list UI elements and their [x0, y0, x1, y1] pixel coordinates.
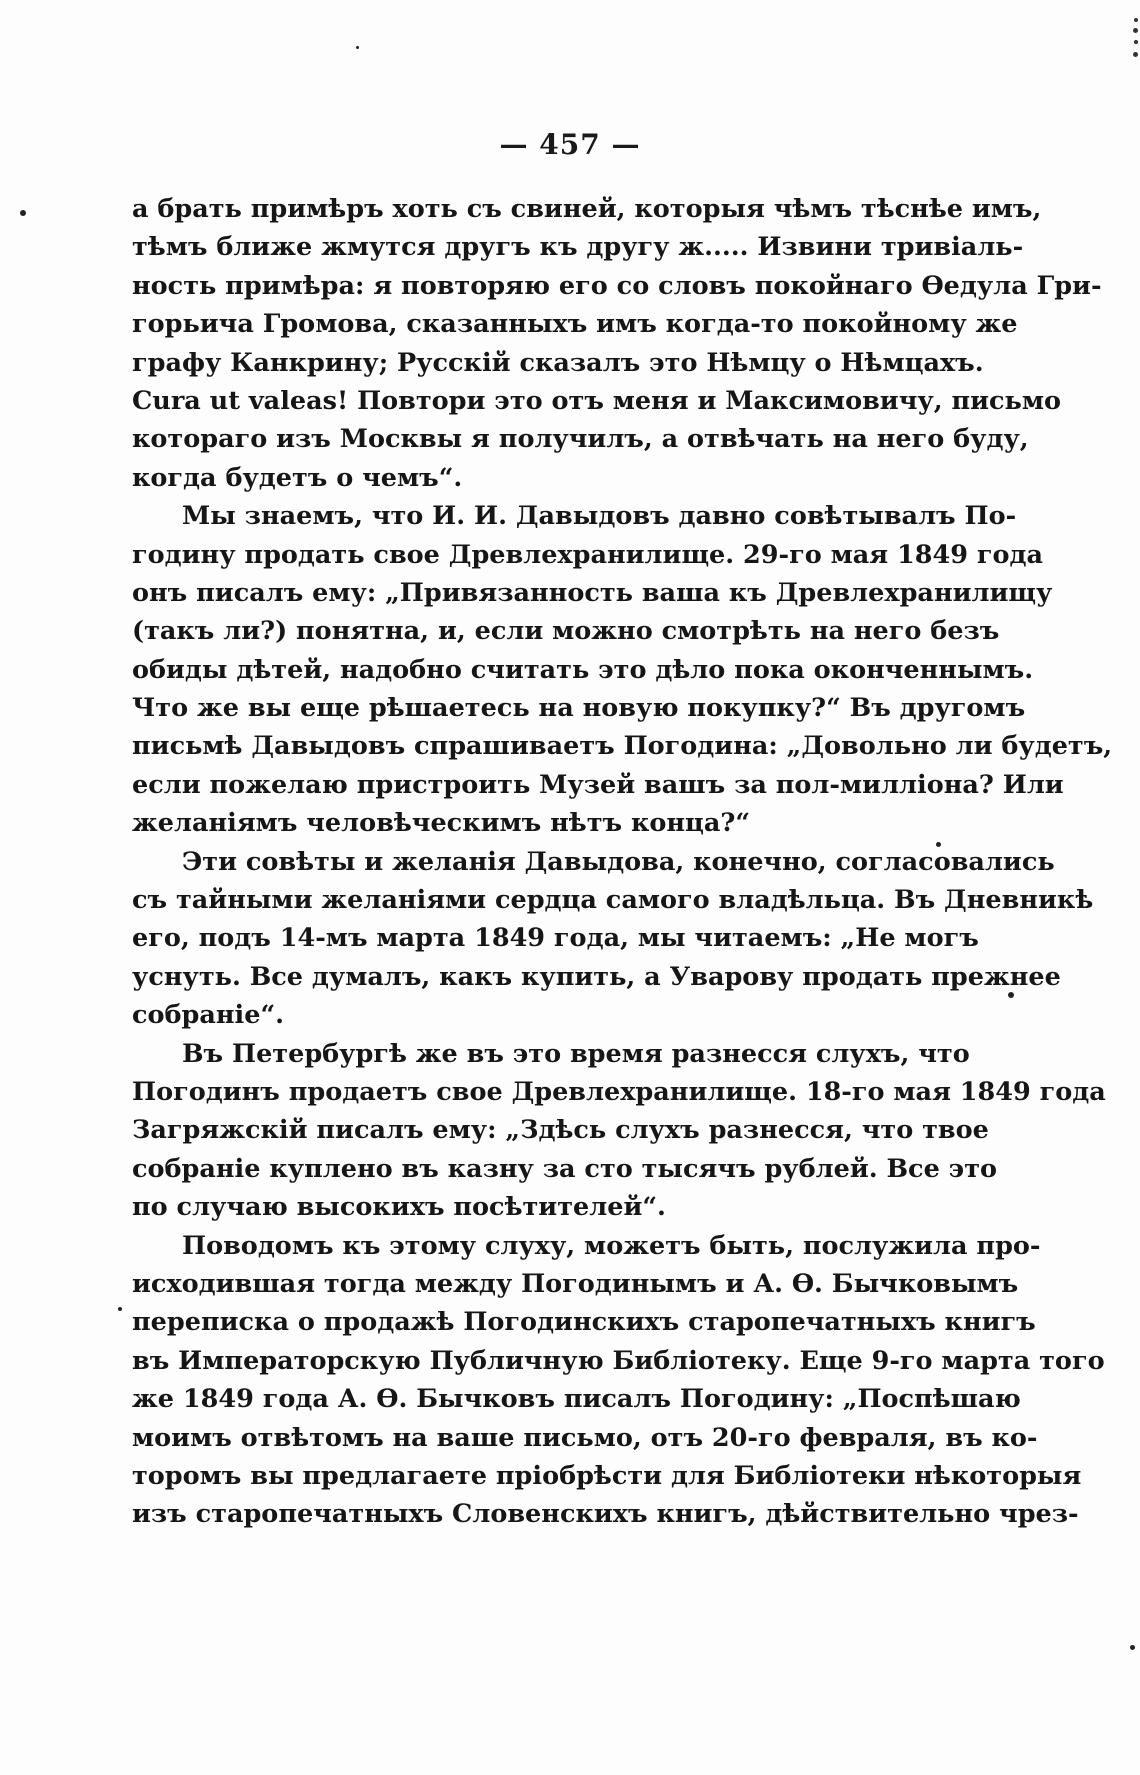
text-line: ность примѣра: я повторяю его со словъ покойнаго Ѳедула Гри- — [132, 270, 1102, 301]
text-line: онъ писалъ ему: „Привязанность ваша къ Древлехранилищу — [132, 577, 1053, 608]
text-line: а брать примѣръ хоть съ свиней, которыя чѣмъ тѣснѣе имъ, — [132, 194, 1042, 224]
ink-speck — [1130, 1645, 1135, 1650]
text-line: Cura ut valeas! Повтори это отъ меня и Максимовичу, письмо — [132, 385, 1062, 416]
text-line: обиды дѣтей, надобно считать это дѣло пока оконченнымъ. — [132, 654, 1034, 685]
text-line: Эти совѣты и желанія Давыдова, конечно, согласовались — [182, 846, 1055, 877]
text-line: собраніе“. — [132, 1000, 285, 1031]
text-line: переписка о продажѣ Погодинскихъ старопечатныхъ книгъ — [132, 1307, 1036, 1338]
text-line: Поводомъ къ этому слуху, можетъ быть, послужила про- — [182, 1230, 1041, 1261]
text-line: исходившая тогда между Погодинымъ и А. Ѳ. Бычковымъ — [132, 1268, 1019, 1299]
page-number: — 457 — — [499, 128, 641, 161]
edge-mark — [1130, 18, 1140, 64]
text-line: (такъ ли?) понятна, и, если можно смотрѣть на него безъ — [132, 616, 1000, 647]
text-line: уснуть. Все думалъ, какъ купить, а Уварову продать прежнее — [132, 961, 1061, 992]
text-line: когда будетъ о чемъ“. — [132, 462, 463, 493]
text-line: горьича Громова, сказанныхъ имъ когда-то покойному же — [132, 309, 1018, 340]
text-line: желаніямъ человѣческимъ нѣтъ конца?“ — [132, 808, 751, 839]
text-line: Что же вы еще рѣшаетесь на новую покупку?“ Въ другомъ — [132, 693, 1026, 724]
ink-speck — [118, 1307, 122, 1311]
text-line: письмѣ Давыдовъ спрашиваетъ Погодина: „Довольно ли будетъ, — [132, 731, 1113, 762]
text-line: въ Императорскую Публичную Библіотеку. Еще 9-го марта того — [132, 1345, 1105, 1376]
text-line: если пожелаю пристроить Музей вашъ за пол-милліона? Или — [132, 769, 1064, 800]
text-line: по случаю высокихъ посѣтителей“. — [132, 1192, 666, 1223]
ink-speck — [20, 210, 26, 216]
text-line: съ тайными желаніями сердца самого владѣльца. Въ Дневникѣ — [132, 885, 1094, 916]
text-line: изъ старопечатныхъ Словенскихъ книгъ, дѣйствительно чрез- — [132, 1499, 1079, 1530]
ink-speck — [1008, 992, 1014, 998]
text-line: же 1849 года А. Ѳ. Бычковъ писалъ Погодину: „Поспѣшаю — [132, 1384, 1021, 1415]
text-line: его, подъ 14-мъ марта 1849 года, мы читаемъ: „Не могъ — [132, 923, 979, 954]
text-line: тѣмъ ближе жмутся другъ къ другу ж..... Извини тривіаль- — [132, 232, 1024, 263]
text-line: Мы знаемъ, что И. И. Давыдовъ давно совѣтывалъ По- — [182, 501, 1017, 532]
text-line: торомъ вы предлагаете пріобрѣсти для Библіотеки нѣкоторыя — [132, 1460, 1082, 1491]
text-line: Въ Петербургѣ же въ это время разнесся слухъ, что — [182, 1038, 970, 1069]
text-line: годину продать свое Древлехранилище. 29-го мая 1849 года — [132, 539, 1043, 570]
ink-speck — [936, 842, 941, 847]
text-line: Погодинъ продаетъ свое Древлехранилище. 18-го мая 1849 года — [132, 1076, 1106, 1107]
body-text — [132, 190, 1113, 1534]
text-line: котораго изъ Москвы я получилъ, а отвѣчать на него буду, — [132, 424, 1029, 455]
text-line: Загряжскій писалъ ему: „Здѣсь слухъ разнесся, что твое — [132, 1115, 989, 1146]
ink-speck — [356, 46, 359, 49]
text-line: собраніе куплено въ казну за сто тысячъ рублей. Все это — [132, 1153, 998, 1184]
text-line: графу Канкрину; Русскій сказалъ это Нѣмцу о Нѣмцахъ. — [132, 347, 984, 378]
text-line: моимъ отвѣтомъ на ваше письмо, отъ 20-го февраля, въ ко- — [132, 1422, 1038, 1453]
